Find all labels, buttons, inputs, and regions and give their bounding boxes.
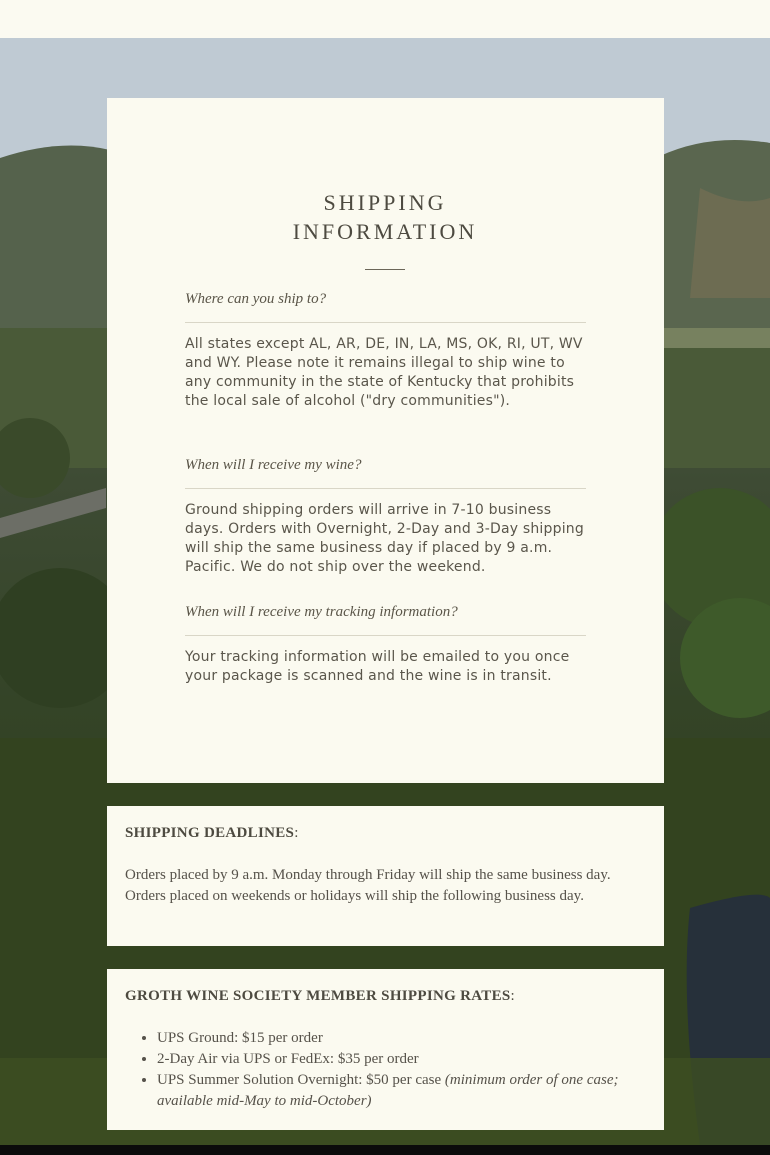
page-title [0, 188, 770, 246]
rate-note: (minimum order of one case; available mid-May to mid-October) [157, 1072, 619, 1109]
faq-answer: All states except AL, AR, DE, IN, LA, MS, OK, RI, UT, WV and WY. Please note it remains illegal to ship wine to any community in the state of Kentucky that prohibits the local sale of alcohol ("dry communities"). [185, 336, 583, 409]
faq-divider [185, 488, 586, 489]
rate-item-ups-ground: • UPS Ground: $15 per order [157, 1028, 657, 1049]
faq-divider [185, 635, 586, 636]
shipping-deadlines-card [107, 806, 664, 946]
rate-item-overnight: • UPS Summer Solution Overnight: $50 per case (minimum order of one case; available mid-May to mid-October) [157, 1070, 657, 1112]
title-line-1: SHIPPING [323, 190, 447, 215]
title-line-2: INFORMATION [292, 219, 478, 244]
faq-answer: Your tracking information will be emailed to you once your package is scanned and the wine is in transit. [185, 649, 570, 684]
member-shipping-rates-card [107, 969, 664, 1130]
shipping-deadlines-text: Orders placed by 9 a.m. Monday through Friday will ship the same business day. Orders placed on weekends or holidays will ship the following business day. [125, 867, 611, 904]
faq-answer: Ground shipping orders will arrive in 7-10 business days. Orders with Overnight, 2-Day and 3-Day shipping will ship the same business day if placed by 9 a.m. Pacific. We do not ship over the weekend. [185, 502, 584, 575]
bottom-edge-bar [0, 1145, 770, 1155]
shipping-deadlines-heading: SHIPPING DEADLINES: [125, 825, 299, 841]
faq-question: Where can you ship to? [185, 291, 327, 307]
top-header-bar [0, 0, 770, 38]
faq-question: When will I receive my tracking information? [185, 604, 458, 620]
faq-question: When will I receive my wine? [185, 457, 362, 473]
title-divider [365, 269, 405, 270]
rates-list [125, 1028, 657, 1112]
rate-item-2-day-air: • 2-Day Air via UPS or FedEx: $35 per order [157, 1049, 657, 1070]
member-rates-heading: GROTH WINE SOCIETY MEMBER SHIPPING RATES: [125, 988, 516, 1004]
faq-divider [185, 322, 586, 323]
